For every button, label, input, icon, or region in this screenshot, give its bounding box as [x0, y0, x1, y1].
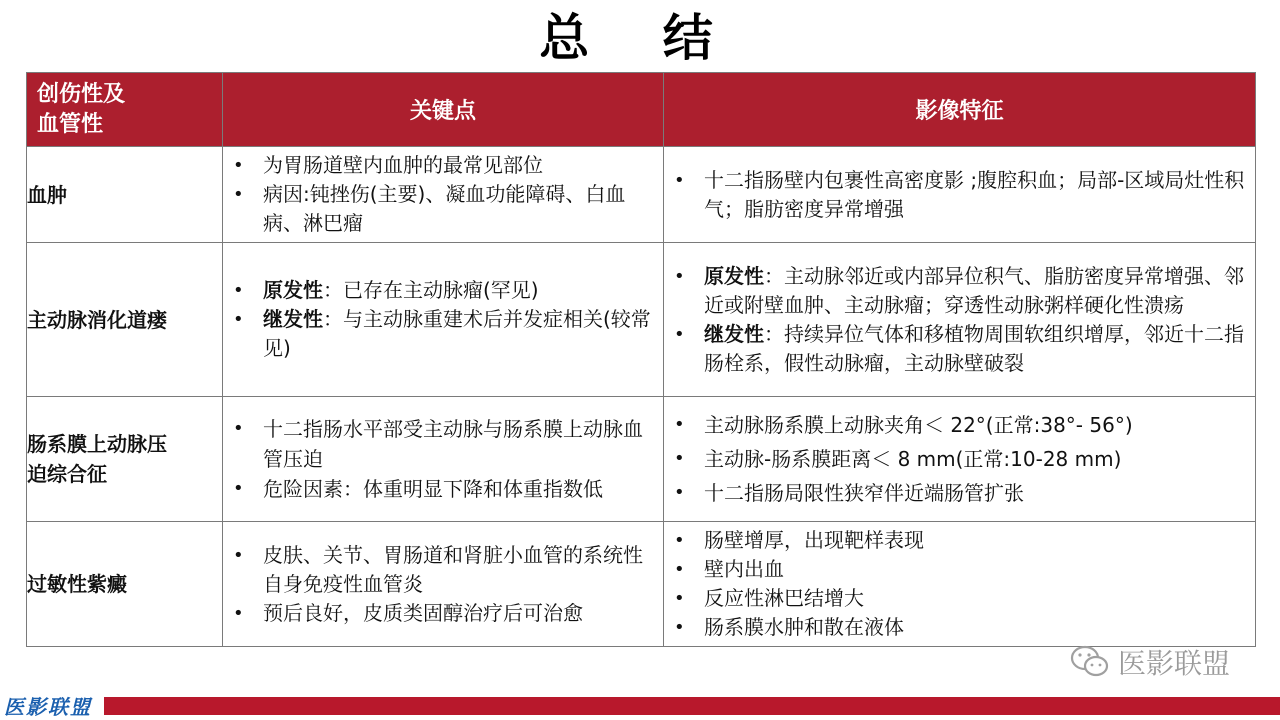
bold-term: 继发性 — [704, 321, 764, 346]
list-item: • 为胃肠道壁内血肿的最常见部位 — [223, 151, 657, 180]
list-item: • 预后良好，皮质类固醇治疗后可治愈 — [223, 599, 657, 628]
row-label-line1: 肠系膜上动脉压 — [27, 432, 167, 456]
list-item: • 十二指肠局限性狭窄伴近端肠管扩张 — [664, 476, 1249, 510]
list-item — [223, 305, 657, 363]
header-imaging: 影像特征 — [664, 73, 1256, 147]
bold-term: 继发性 — [263, 307, 323, 331]
bold-term: 原发性 — [263, 278, 323, 302]
key-points-cell — [223, 243, 664, 397]
list-item — [664, 262, 1249, 320]
list-item: • 病因:钝挫伤(主要)、凝血功能障碍、白血病、淋巴瘤 — [223, 180, 657, 238]
list-item: • 十二指肠壁内包裹性高密度影 ;腹腔积血；局部-区域局灶性积气；脂肪密度异常增强 — [664, 166, 1249, 224]
imaging-cell — [664, 522, 1256, 647]
page-title: 总 结 — [539, 9, 741, 67]
footer-bar — [104, 697, 1280, 715]
header-category-line1: 创伤性及 — [37, 81, 126, 107]
watermark — [1070, 642, 1230, 682]
header-key-points: 关键点 — [223, 73, 664, 147]
watermark-text: 医影联盟 — [1118, 647, 1231, 680]
table-row — [27, 243, 1256, 397]
list-item: • 肠壁增厚，出现靶样表现 — [664, 526, 1249, 555]
list-item: • 壁内出血 — [664, 555, 1249, 584]
imaging-cell — [664, 397, 1256, 522]
list-item: • 皮肤、关节、胃肠道和肾脏小血管的系统性自身免疫性血管炎 — [223, 541, 657, 599]
key-points-cell — [223, 522, 664, 647]
bold-term: 原发性 — [704, 263, 764, 288]
table-row — [27, 147, 1256, 243]
table-row — [27, 522, 1256, 647]
list-item: • 危险因素：体重明显下降和体重指数低 — [223, 474, 657, 504]
list-item: • 主动脉-肠系膜距离＜ 8 mm(正常:10-28 mm) — [664, 442, 1249, 476]
summary-table — [26, 72, 1256, 647]
row-label-line2: 迫综合征 — [27, 462, 107, 486]
footer-logo: 医影联盟 — [4, 695, 92, 719]
table-header-row — [27, 73, 1256, 147]
item-text: ：持续异位气体和移植物周围软组织增厚，邻近十二指肠栓系，假性动脉瘤，主动脉壁破裂 — [704, 321, 1244, 375]
list-item: • 主动脉肠系膜上动脉夹角＜ 22°(正常:38°- 56°) — [664, 408, 1249, 442]
list-item: • 十二指肠水平部受主动脉与肠系膜上动脉血管压迫 — [223, 414, 657, 474]
item-text: ：已存在主动脉瘤(罕见) — [323, 278, 539, 302]
list-item: • 肠系膜水肿和散在液体 — [664, 613, 1249, 642]
row-label: 过敏性紫癜 — [27, 522, 223, 647]
list-item — [223, 276, 657, 305]
row-label — [27, 397, 223, 522]
imaging-cell — [664, 243, 1256, 397]
list-item: • 反应性淋巴结增大 — [664, 584, 1249, 613]
wechat-icon — [1070, 645, 1110, 679]
list-item — [664, 320, 1249, 378]
table-row — [27, 397, 1256, 522]
item-text: ：与主动脉重建术后并发症相关(较常见) — [263, 307, 651, 360]
key-points-cell — [223, 147, 664, 243]
key-points-cell — [223, 397, 664, 522]
header-category-line2: 血管性 — [37, 111, 104, 137]
imaging-cell — [664, 147, 1256, 243]
row-label: 主动脉消化道瘘 — [27, 243, 223, 397]
row-label: 血肿 — [27, 147, 223, 243]
header-category — [27, 73, 223, 147]
item-text: ：主动脉邻近或内部异位积气、脂肪密度异常增强、邻近或附壁血肿、主动脉瘤；穿透性动脉粥样硬化性溃疡 — [704, 263, 1244, 317]
